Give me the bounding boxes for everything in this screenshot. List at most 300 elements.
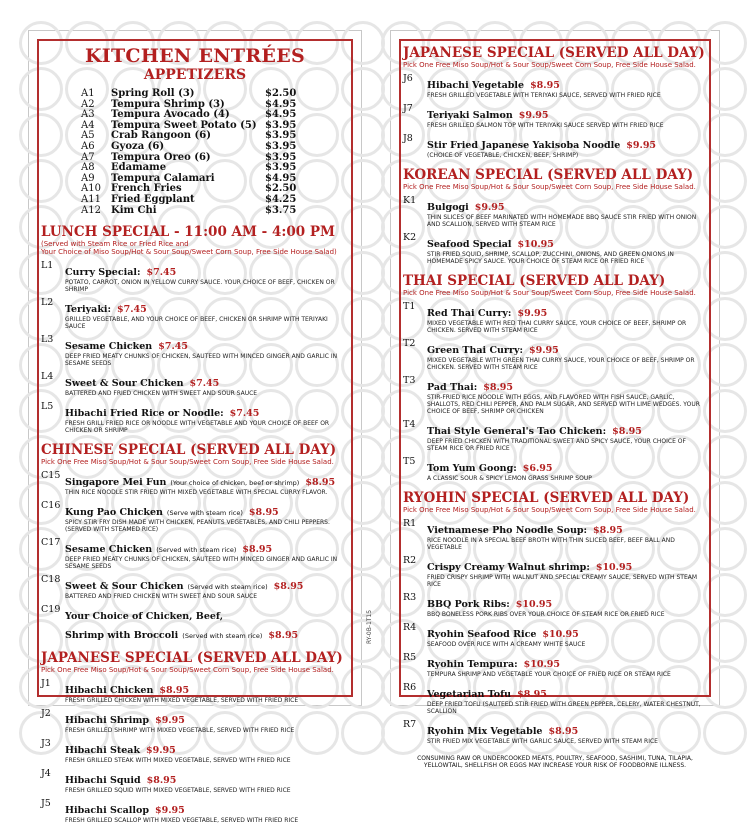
lunch-note-1: (Served with Steam Rice or Fried Rice and xyxy=(41,240,189,249)
menu-item xyxy=(41,708,349,734)
item-line xyxy=(427,419,707,438)
item-code: R5 xyxy=(403,652,417,663)
item-price: $8.95 xyxy=(273,581,304,593)
appetizer-row xyxy=(81,195,300,206)
page-title: KITCHEN ENTRÉES xyxy=(84,45,306,67)
item-description: DEEP FRIED MEATY CHUNKS OF CHICKEN, SAUTEED WITH MINCED GINGER AND GARLIC IN SESAME SEEDS xyxy=(65,556,338,571)
item-code: R2 xyxy=(403,555,417,566)
item-price: $8.95 xyxy=(612,426,642,437)
item-body xyxy=(427,518,707,551)
appetizer-price: $3.95 xyxy=(265,162,297,174)
item-code: J2 xyxy=(41,708,51,720)
item-line xyxy=(427,338,707,357)
item-code: C19 xyxy=(41,604,61,616)
item-price: $10.95 xyxy=(595,562,633,573)
item-line xyxy=(427,195,707,214)
item-code: J4 xyxy=(41,768,51,780)
item-body xyxy=(427,682,707,715)
appetizer-name: Gyoza (6) xyxy=(111,140,165,152)
item-price: $9.95 xyxy=(518,110,549,121)
item-code: C16 xyxy=(41,500,61,512)
item-price: $7.45 xyxy=(146,267,177,279)
item-body xyxy=(65,260,349,293)
appetizer-row xyxy=(81,142,300,153)
menu-item xyxy=(403,73,707,99)
item-description: POTATO, CARROT, ONION IN YELLOW CURRY SAUCE. YOUR CHOICE OF BEEF, CHICKEN OR SHRIMP xyxy=(65,279,335,294)
item-body xyxy=(427,133,707,159)
item-code: R7 xyxy=(403,719,417,730)
japanese-heading-right: JAPANESE SPECIAL (SERVED ALL DAY) xyxy=(403,45,705,61)
item-name: Hibachi Vegetable xyxy=(427,80,525,91)
item-name: Vegetarian Tofu xyxy=(427,689,512,700)
menu-item xyxy=(403,719,707,745)
item-description: A CLASSIC SOUR & SPICY LEMON GRASS SHRIMP SOUP xyxy=(427,475,592,482)
item-body xyxy=(427,592,707,618)
item-code: C15 xyxy=(41,470,61,482)
menu-item xyxy=(41,401,349,434)
item-description: TEMPURA SHRIMP AND VEGETABLE YOUR CHOICE OF FRIED RICE OR STEAM RICE xyxy=(427,671,671,678)
item-body xyxy=(65,470,349,496)
menu-item xyxy=(403,555,707,588)
item-body xyxy=(65,401,349,434)
item-code: L4 xyxy=(41,371,54,383)
appetizer-code: A3 xyxy=(81,109,95,121)
item-code: T1 xyxy=(403,301,416,312)
item-name: Hibachi Shrimp xyxy=(65,715,150,727)
item-line xyxy=(427,682,707,701)
appetizer-name: Crab Rangoon (6) xyxy=(111,130,211,142)
item-line xyxy=(65,401,349,420)
item-name: Sweet & Sour Chicken xyxy=(65,581,184,593)
item-line xyxy=(65,798,349,817)
item-description: SEAFOOD OVER RICE WITH A CREAMY WHITE SAUCE xyxy=(427,641,586,648)
appetizer-price: $4.95 xyxy=(265,172,297,184)
item-description: THIN SLICES OF BEEF MARINATED WITH HOMEMADE BBQ SAUCE STIR FRIED WITH ONION AND SCALLION, SERVED WITH STEAM RICE xyxy=(427,214,697,228)
appetizer-price: $2.50 xyxy=(265,88,297,99)
item-price: $10.95 xyxy=(542,629,579,640)
item-price: $8.95 xyxy=(248,507,279,519)
appetizer-code: A10 xyxy=(81,183,101,195)
menu-item xyxy=(41,798,349,824)
item-body xyxy=(65,297,349,330)
appetizer-code: A8 xyxy=(81,162,95,174)
appetizer-price: $2.50 xyxy=(265,183,297,195)
item-line xyxy=(427,73,707,92)
item-body xyxy=(427,419,707,452)
item-code: L5 xyxy=(41,401,54,413)
menu-item xyxy=(41,604,349,642)
item-line xyxy=(427,592,707,611)
appetizer-name: Spring Roll (3) xyxy=(111,88,195,99)
item-description: STIR FRIED MIX VEGETABLE WITH GARLIC SAUCE, SERVED WITH STEAM RICE xyxy=(427,738,658,745)
item-line xyxy=(427,518,707,537)
food-warning: CONSUMING RAW OR UNDERCOOKED MEATS, POULTRY, SEAFOOD, SASHIMI, TUNA, TILAPIA, YELLOWTAIL, SHELLFISH OR EGGS MAY INCREASE YOUR RISK OF FOODBORNE ILLNESS. xyxy=(417,755,693,769)
japanese-note-left: Pick One Free Miso Soup/Hot & Sour Soup/Sweet Corn Soup, Free Side House Salad. xyxy=(41,666,334,675)
menu-page-right xyxy=(390,30,720,769)
item-name: Sweet & Sour Chicken xyxy=(65,378,184,390)
menu-item xyxy=(41,738,349,764)
menu-item xyxy=(403,301,707,334)
item-name: Curry Special: xyxy=(65,267,141,279)
item-description: MIXED VEGETABLE WITH GREEN THAI CURRY SAUCE, YOUR CHOICE OF BEEF, SHRIMP OR CHICKEN. SERVED WITH STEAM RICE xyxy=(427,357,695,371)
item-line xyxy=(427,232,707,251)
item-price: $6.95 xyxy=(522,463,553,474)
side-code: RY-0B-1T15 xyxy=(366,609,373,644)
item-price: $8.95 xyxy=(305,477,336,489)
item-line xyxy=(427,622,707,641)
menu-item xyxy=(41,470,349,496)
item-code: C17 xyxy=(41,537,61,549)
item-line xyxy=(427,555,707,574)
item-body xyxy=(427,622,707,648)
item-body xyxy=(65,708,349,734)
item-name: Teriyaki: xyxy=(65,304,112,316)
item-description: DEEP FRIED TOFU (SAUTEED STIR FRIED WITH GREEN PEPPER, CELERY, WATER CHESTNUT, SCALLION xyxy=(427,701,701,715)
item-code: R1 xyxy=(403,518,417,529)
item-code: T5 xyxy=(403,456,416,467)
item-code: T2 xyxy=(403,338,416,349)
item-body xyxy=(65,371,349,397)
item-body xyxy=(65,738,349,764)
appetizer-name: Fried Eggplant xyxy=(111,193,195,205)
item-line xyxy=(427,719,707,738)
ryohin-items xyxy=(403,518,707,745)
menu-item xyxy=(41,768,349,794)
item-name: Tom Yum Goong: xyxy=(427,463,517,474)
item-body xyxy=(427,301,707,334)
item-line xyxy=(65,260,349,279)
lunch-heading: LUNCH SPECIAL - 11:00 AM - 4:00 PM xyxy=(41,224,335,241)
item-code: L2 xyxy=(41,297,54,309)
appetizers-heading: APPETIZERS xyxy=(143,67,247,83)
item-line xyxy=(65,334,349,353)
item-description: (CHOICE OF VEGETABLE, CHICKEN, BEEF, SHRIMP) xyxy=(427,152,579,159)
item-price: $7.45 xyxy=(229,408,260,420)
japanese-items-left xyxy=(41,678,349,824)
appetizer-name: Kim Chi xyxy=(111,204,157,216)
item-body xyxy=(65,574,349,600)
chinese-items xyxy=(41,470,349,642)
item-price: $9.95 xyxy=(626,140,657,151)
appetizer-price: $4.95 xyxy=(265,109,297,121)
item-description: DEEP FRIED MEATY CHUNKS OF CHICKEN, SAUTEED WITH MINCED GINGER AND GARLIC IN SESAME SEEDS xyxy=(65,353,338,368)
item-name: Sesame Chicken xyxy=(65,341,153,353)
menu-item xyxy=(403,456,707,482)
item-description: FRESH GRILLED SCALLOP WITH MIXED VEGETABLE, SERVED WITH FRIED RICE xyxy=(65,817,299,824)
item-line xyxy=(65,708,349,727)
item-line xyxy=(65,574,349,593)
item-name: BBQ Pork Ribs: xyxy=(427,599,510,610)
appetizer-name: Tempura Sweet Potato (5) xyxy=(111,119,257,131)
item-description: STIR FRIED SQUID, SHRIMP, SCALLOP, ZUCCHINI, ONIONS, AND GREEN ONIONS IN HOMEMADE SPICY SAUCE. YOUR CHOICE OF STEAM RICE OR FRIED RICE xyxy=(427,251,674,265)
chinese-note: Pick One Free Miso Soup/Hot & Sour Soup/Sweet Corn Soup, Free Side House Salad. xyxy=(41,458,334,467)
item-price: $8.95 xyxy=(268,630,299,642)
item-name: Bulgogi xyxy=(427,202,469,213)
menu-item xyxy=(403,622,707,648)
item-line xyxy=(65,371,349,390)
item-line xyxy=(427,301,707,320)
item-body xyxy=(427,73,707,99)
item-description: FRESH GRILLED STEAK WITH MIXED VEGETABLE, SERVED WITH FRIED RICE xyxy=(65,757,291,765)
appetizer-name: Tempura Oreo (6) xyxy=(111,151,211,163)
item-name: Your Choice of Chicken, Beef, xyxy=(65,611,224,623)
chinese-heading: CHINESE SPECIAL (SERVED ALL DAY) xyxy=(41,442,337,459)
item-line xyxy=(427,103,707,122)
menu-item xyxy=(403,652,707,678)
item-body xyxy=(65,678,349,704)
item-description: FRESH GRILLED SHRIMP WITH MIXED VEGETABLE, SERVED WITH FRIED RICE xyxy=(65,727,295,735)
menu-item xyxy=(403,518,707,551)
appetizer-code: A6 xyxy=(81,140,95,152)
menu-item xyxy=(403,375,707,415)
appetizer-code: A12 xyxy=(81,204,101,216)
item-code: J3 xyxy=(41,738,51,750)
item-name: Teriyaki Salmon xyxy=(427,110,513,121)
appetizer-name: Tempura Calamari xyxy=(111,172,215,184)
item-price: $9.95 xyxy=(528,345,559,356)
korean-items xyxy=(403,195,707,265)
item-name: Kung Pao Chicken xyxy=(65,507,163,519)
appetizer-code: A5 xyxy=(81,130,95,142)
menu-item xyxy=(41,371,349,397)
item-line xyxy=(65,678,349,697)
menu-item xyxy=(41,678,349,704)
japanese-note-right: Pick One Free Miso Soup/Hot & Sour Soup/Sweet Corn Soup, Free Side House Salad. xyxy=(403,61,696,69)
item-name: Hibachi Squid xyxy=(65,775,141,787)
item-hint: (Served with steam rice) xyxy=(156,546,237,555)
item-code: J7 xyxy=(403,103,413,114)
menu-page-left xyxy=(28,30,362,824)
item-body xyxy=(65,798,349,824)
item-description: MIXED VEGETABLE WITH RED THAI CURRY SAUCE, YOUR CHOICE OF BEEF, SHRIMP OR CHICKEN. SERVED WITH STEAM RICE xyxy=(427,320,687,334)
item-line xyxy=(65,604,349,623)
item-price: $9.95 xyxy=(155,805,185,817)
item-body xyxy=(427,555,707,588)
item-body xyxy=(427,652,707,678)
item-name: Hibachi Steak xyxy=(65,745,141,757)
item-body xyxy=(65,334,349,367)
korean-note: Pick One Free Miso Soup/Hot & Sour Soup/Sweet Corn Soup, Free Side House Salad. xyxy=(403,183,696,191)
appetizer-price: $3.95 xyxy=(265,140,297,152)
item-price: $8.95 xyxy=(548,726,579,737)
appetizer-price: $3.75 xyxy=(265,204,297,216)
item-price: $10.95 xyxy=(517,239,554,250)
item-description: FRESH GRILLED CHICKEN WITH MIXED VEGETABLE, SERVED WITH FRIED RICE xyxy=(65,697,299,705)
item-price: $9.95 xyxy=(517,308,548,319)
item-code: T3 xyxy=(403,375,416,386)
appetizer-price: $4.25 xyxy=(265,193,297,205)
appetizer-name: Tempura Shrimp (3) xyxy=(111,98,225,110)
item-code: R6 xyxy=(403,682,417,693)
item-line xyxy=(427,456,707,475)
item-line-2 xyxy=(65,623,349,642)
menu-item xyxy=(403,592,707,618)
item-code: J6 xyxy=(403,73,413,84)
ryohin-note: Pick One Free Miso Soup/Hot & Sour Soup/Sweet Corn Soup, Free Side House Salad. xyxy=(403,506,696,514)
item-description: THIN RICE NOODLE STIR FRIED WITH MIXED VEGETABLE WITH SPECIAL CURRY FLAVOR. xyxy=(65,489,328,497)
menu-item xyxy=(41,334,349,367)
item-price: $8.95 xyxy=(483,382,513,393)
item-description: RICE NOODLE IN A SPECIAL BEEF BROTH WITH THIN SLICED BEEF, BEEF BALL AND VEGETABLE xyxy=(427,537,675,551)
item-name: Ryohin Seafood Rice xyxy=(427,629,537,640)
item-price: $7.45 xyxy=(158,341,188,353)
item-name: Seafood Special xyxy=(427,239,512,250)
item-name: Green Thai Curry: xyxy=(427,345,523,356)
item-body xyxy=(427,338,707,371)
thai-items xyxy=(403,301,707,482)
item-hint: (Your choice of chicken, beef or shrimp) xyxy=(170,479,300,488)
item-code: J1 xyxy=(41,678,51,690)
appetizer-code: A11 xyxy=(81,193,101,205)
item-line xyxy=(427,375,707,394)
item-name: Hibachi Scallop xyxy=(65,805,149,817)
menu-item xyxy=(403,103,707,129)
appetizer-code: A2 xyxy=(81,98,95,110)
thai-note: Pick One Free Miso Soup/Hot & Sour Soup/Sweet Corn Soup, Free Side House Salad. xyxy=(403,289,696,297)
item-code: C18 xyxy=(41,574,61,586)
appetizer-code: A4 xyxy=(81,119,95,131)
item-name: Vietnamese Pho Noodle Soup: xyxy=(427,525,588,536)
item-description: STIR-FRIED RICE NOODLE WITH EGGS, AND FLAVORED WITH FISH SAUCE, GARLIC, SHALLOTS, RED CHILI PEPPER, AND PALM SUGAR, AND SERVED WITH LIME WEDGES. YOUR CHOICE OF BEEF, SHRIMP OR CHICKEN xyxy=(427,394,700,415)
item-name: Singapore Mei Fun xyxy=(65,477,167,489)
item-code: R3 xyxy=(403,592,417,603)
item-name: Thai Style General's Tao Chicken: xyxy=(427,426,607,437)
menu-item xyxy=(403,419,707,452)
item-body xyxy=(427,719,707,745)
appetizer-code: A7 xyxy=(81,151,95,163)
menu-item xyxy=(403,195,707,228)
item-description: FRESH GRILLED SALMON TOP WITH TERIYAKI SAUCE SERVED WITH FRIED RICE xyxy=(427,122,664,129)
menu-item xyxy=(403,133,707,159)
appetizer-code: A1 xyxy=(81,88,95,99)
menu-item xyxy=(41,537,349,570)
appetizer-code: A9 xyxy=(81,172,95,184)
pattern-circle xyxy=(703,711,747,755)
appetizer-price: $3.95 xyxy=(265,151,297,163)
item-price: $7.45 xyxy=(117,304,147,316)
item-name: Stir Fried Japanese Yakisoba Noodle xyxy=(427,140,621,151)
item-code: L3 xyxy=(41,334,54,346)
item-name: Pad Thai: xyxy=(427,382,478,393)
item-code: R4 xyxy=(403,622,417,633)
menu-item xyxy=(403,338,707,371)
item-description: FRESH GRILLED VEGETABLE WITH TERIYAKI SAUCE, SERVED WITH FRIED RICE xyxy=(427,92,661,99)
item-line xyxy=(65,297,349,316)
item-line xyxy=(65,768,349,787)
item-body xyxy=(427,195,707,228)
menu-item xyxy=(41,574,349,600)
item-name: Hibachi Fried Rice or Noodle: xyxy=(65,408,224,420)
appetizer-price: $3.95 xyxy=(265,119,297,131)
item-description: BBQ BONELESS PORK RIBS OVER YOUR CHOICE OF STEAM RICE OR FRIED RICE xyxy=(427,611,665,618)
item-price: $9.95 xyxy=(146,745,176,757)
menu-item xyxy=(41,297,349,330)
menu-item xyxy=(403,682,707,715)
appetizer-name: Edamame xyxy=(111,162,167,174)
ryohin-heading: RYOHIN SPECIAL (SERVED ALL DAY) xyxy=(403,490,690,506)
item-body xyxy=(427,375,707,415)
appetizers-table xyxy=(81,89,300,216)
japanese-heading-left: JAPANESE SPECIAL (SERVED ALL DAY) xyxy=(41,650,343,667)
item-price: $8.95 xyxy=(242,544,273,556)
item-price: $10.95 xyxy=(523,659,560,670)
appetizer-price: $3.95 xyxy=(265,130,297,142)
item-price: $9.95 xyxy=(474,202,505,213)
item-body xyxy=(65,768,349,794)
item-description: FRESH GRILL FRIED RICE OR NOODLE WITH VEGETABLE AND YOUR CHOICE OF BEEF OR CHICKEN OR SHRIMP xyxy=(65,420,330,435)
item-hint: (Serve with steam rice) xyxy=(166,509,243,518)
item-description: SPICY STIR FRY DISH MADE WITH CHICKEN, PEANUTS VEGETABLES, AND CHILI PEPPERS. (SERVED WITH STEAMED RICE) xyxy=(65,519,330,534)
item-description: BATTERED AND FRIED CHICKEN WITH SWEET AND SOUR SAUCE xyxy=(65,593,258,601)
item-description: FRIED CRISPY SHRIMP WITH WALNUT AND SPECIAL CREAMY SAUCE, SERVED WITH STEAM RICE xyxy=(427,574,698,588)
item-body xyxy=(65,604,349,642)
item-code: T4 xyxy=(403,419,416,430)
appetizer-row xyxy=(81,89,300,100)
item-body xyxy=(65,537,349,570)
item-name: Hibachi Chicken xyxy=(65,685,154,697)
item-price: $8.95 xyxy=(530,80,560,91)
item-name: Red Thai Curry: xyxy=(427,308,512,319)
appetizer-name: Tempura Avocado (4) xyxy=(111,109,230,121)
lunch-note-2: Your Choice of Miso Soup/Hot & Sour Soup/Sweet Corn Soup, Free Side House Salad) xyxy=(41,248,337,257)
item-code: J5 xyxy=(41,798,51,810)
korean-heading: KOREAN SPECIAL (SERVED ALL DAY) xyxy=(403,167,694,183)
item-price: $8.95 xyxy=(517,689,547,700)
item-price: $8.95 xyxy=(159,685,190,697)
appetizer-row xyxy=(81,206,300,217)
item-line xyxy=(427,133,707,152)
japanese-items-right xyxy=(403,73,707,159)
item-body xyxy=(427,232,707,265)
menu-item xyxy=(41,260,349,293)
appetizer-price: $4.95 xyxy=(265,98,297,110)
item-description: BATTERED AND FRIED CHICKEN WITH SWEET AND SOUR SAUCE xyxy=(65,390,258,398)
item-description: GRILLED VEGETABLE, AND YOUR CHOICE OF BEEF, CHICKEN OR SHRIMP WITH TERIYAKI SAUCE xyxy=(65,316,328,331)
item-code: L1 xyxy=(41,260,54,272)
item-price: $10.95 xyxy=(515,599,553,610)
item-line xyxy=(65,500,349,519)
item-code: K1 xyxy=(403,195,417,206)
appetizer-name: French Fries xyxy=(111,183,182,195)
item-description: FRESH GRILLED SQUID WITH MIXED VEGETABLE, SERVED WITH FRIED RICE xyxy=(65,787,291,795)
item-name: Sesame Chicken xyxy=(65,544,153,556)
item-name: Ryohin Tempura: xyxy=(427,659,518,670)
thai-heading: THAI SPECIAL (SERVED ALL DAY) xyxy=(403,273,666,289)
item-body xyxy=(427,456,707,482)
item-code: J8 xyxy=(403,133,413,144)
item-name: Crispy Creamy Walnut shrimp: xyxy=(427,562,590,573)
item-code: K2 xyxy=(403,232,417,243)
item-name: Ryohin Mix Vegetable xyxy=(427,726,543,737)
item-name-2: Shrimp with Broccoli xyxy=(65,630,179,642)
item-description: DEEP FRIED CHICKEN WITH TRADITIONAL SWEET AND SPICY SAUCE, YOUR CHOICE OF STEAM RICE OR FRIED RICE xyxy=(427,438,686,452)
item-line xyxy=(427,652,707,671)
item-hint: (Served with steam rice) xyxy=(187,583,268,592)
item-price: $8.95 xyxy=(593,525,623,536)
item-price: $8.95 xyxy=(146,775,177,787)
item-line xyxy=(65,738,349,757)
item-price: $9.95 xyxy=(155,715,185,727)
item-hint: (Served with steam rice) xyxy=(182,632,263,641)
item-body xyxy=(427,103,707,129)
item-line xyxy=(65,537,349,556)
menu-item xyxy=(41,500,349,533)
lunch-items xyxy=(41,260,349,434)
item-price: $7.45 xyxy=(189,378,220,390)
item-line xyxy=(65,470,349,489)
item-body xyxy=(65,500,349,533)
menu-item xyxy=(403,232,707,265)
